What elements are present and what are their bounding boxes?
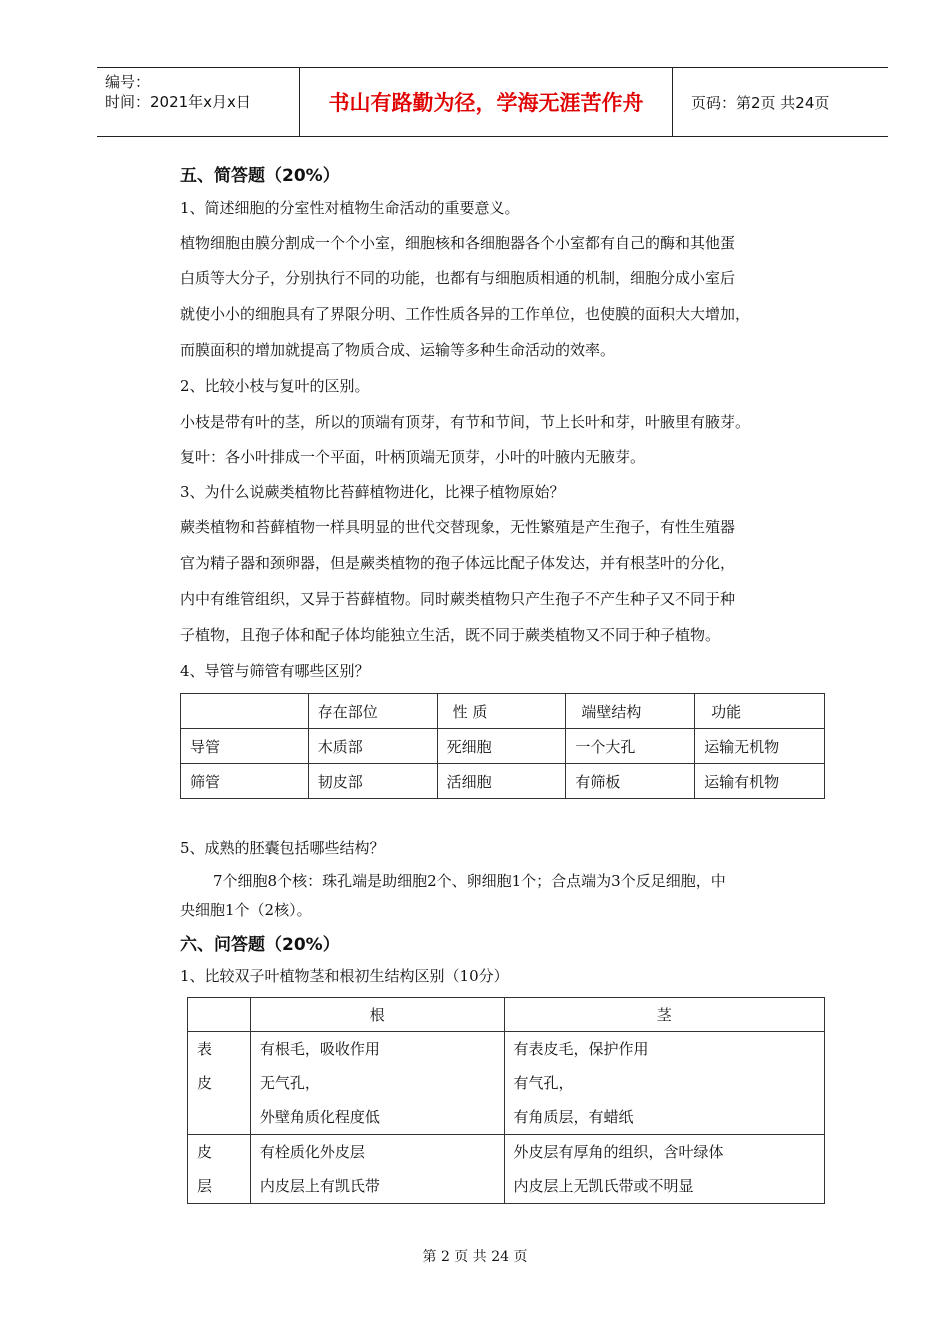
answer-2-line: 复叶：各小叶排成一个平面，叶柄顶端无顶芽，小叶的叶腋内无腋芽。	[180, 448, 646, 466]
row-label-char: 皮	[197, 1074, 213, 1092]
answer-3-line: 蕨类植物和苔藓植物一样具明显的世代交替现象，无性繁殖是产生孢子，有性生殖器	[180, 518, 736, 536]
row-label-char: 层	[197, 1177, 213, 1195]
question-3: 3、为什么说蕨类植物比苔藓植物进化，比裸子植物原始？	[180, 483, 565, 501]
answer-3-line: 子植物，且孢子体和配子体均能独立生活，既不同于蕨类植物又不同于种子植物。	[180, 626, 721, 644]
answer-3-line: 官为精子器和颈卵器，但是蕨类植物的孢子体远比配子体发达，并有根茎叶的分化，	[180, 554, 736, 572]
root-line: 有栓质化外皮层	[259, 1143, 365, 1161]
stem-line: 有表皮毛，保护作用	[513, 1040, 649, 1058]
stem-line: 外皮层有厚角的组织，含叶绿体	[513, 1143, 724, 1161]
stem-line: 内皮层上无凯氏带或不明显	[513, 1177, 694, 1195]
row-label-char: 表	[197, 1040, 213, 1058]
answer-1-line: 而膜面积的增加就提高了物质合成、运输等多种生命活动的效率。	[180, 341, 616, 359]
section6-title: 六、问答题（20%）	[180, 935, 340, 955]
header-meta	[97, 68, 299, 136]
answer-1-line: 植物细胞由膜分割成一个个小室，细胞核和各细胞器各个小室都有自己的酶和其他蛋	[180, 234, 736, 252]
table-header-row	[181, 694, 825, 729]
table-header-cell: 根	[250, 998, 504, 1032]
table-header-cell: 存在部位	[308, 694, 437, 729]
row-label	[188, 1135, 251, 1204]
question-5: 5、成熟的胚囊包括哪些结构？	[180, 839, 385, 857]
table-header-cell	[181, 694, 309, 729]
table-cell: 活细胞	[437, 764, 566, 799]
answer-5-line: 央细胞1个（2核）。	[180, 901, 312, 919]
answer-1-line: 就使小小的细胞具有了界限分明、工作性质各异的工作单位，也使膜的面积大大增加，	[180, 305, 751, 323]
vessel-sieve-table	[180, 693, 825, 799]
table-cell: 有筛板	[566, 764, 695, 799]
page-footer: 第 2 页 共 24 页	[422, 1249, 528, 1265]
table-cell: 木质部	[308, 729, 437, 764]
root-cell	[250, 1135, 504, 1204]
table-header-cell: 功能	[695, 694, 825, 729]
table-header-row	[188, 998, 825, 1032]
answer-3-line: 内中有维管组织，又异于苔藓植物。同时蕨类植物只产生孢子不产生种子又不同于种	[180, 590, 736, 608]
table-cell: 韧皮部	[308, 764, 437, 799]
table-header-cell	[188, 998, 251, 1032]
question-2: 2、比较小枝与复叶的区别。	[180, 377, 370, 395]
root-cell	[250, 1032, 504, 1135]
table-header-cell: 性 质	[437, 694, 566, 729]
section5-title: 五、简答题（20%）	[180, 166, 340, 186]
answer-2-line: 小枝是带有叶的茎，所以的顶端有顶芽，有节和节间，节上长叶和芽，叶腋里有腋芽。	[180, 413, 751, 431]
answer-1-line: 白质等大分子，分别执行不同的功能，也都有与细胞质相通的机制，细胞分成小室后	[180, 269, 736, 287]
root-stem-table	[187, 997, 825, 1204]
row-label-char: 皮	[197, 1143, 213, 1161]
table-cell: 一个大孔	[566, 729, 695, 764]
header-page-info	[681, 68, 888, 136]
table-row	[181, 764, 825, 799]
answer-5-line: 7个细胞8个核：珠孔端是助细胞2个、卵细胞1个；合点端为3个反足细胞，中	[213, 872, 726, 890]
root-line: 内皮层上有凯氏带	[259, 1177, 380, 1195]
table-cell: 运输有机物	[695, 764, 825, 799]
stem-line: 有气孔，	[513, 1074, 574, 1092]
stem-cell	[504, 1135, 824, 1204]
header-divider	[672, 68, 673, 136]
stem-line: 有角质层，有蜡纸	[513, 1108, 634, 1126]
stem-cell	[504, 1032, 824, 1135]
page-info-text: 页码：第2页 共24页	[691, 93, 830, 112]
time-label: 时间：2021年x月x日	[105, 93, 251, 111]
table-row	[188, 1032, 825, 1135]
page-header	[97, 67, 888, 137]
table-header-cell: 端壁结构	[566, 694, 695, 729]
section6-question-1: 1、比较双子叶植物茎和根初生结构区别（10分）	[180, 967, 509, 985]
table-header-cell: 茎	[504, 998, 824, 1032]
table-cell: 筛管	[181, 764, 309, 799]
header-motto: 书山有路勤为径，学海无涯苦作舟	[328, 91, 644, 115]
table-cell: 导管	[181, 729, 309, 764]
root-line: 外壁角质化程度低	[259, 1108, 380, 1126]
row-label	[188, 1032, 251, 1135]
root-line: 无气孔，	[259, 1074, 320, 1092]
question-1: 1、简述细胞的分室性对植物生命活动的重要意义。	[180, 199, 520, 217]
table-row	[181, 729, 825, 764]
root-line: 有根毛，吸收作用	[259, 1040, 380, 1058]
table-row	[188, 1135, 825, 1204]
table-cell: 死细胞	[437, 729, 566, 764]
table-cell: 运输无机物	[695, 729, 825, 764]
number-label: 编号：	[105, 73, 151, 91]
question-4: 4、导管与筛管有哪些区别？	[180, 662, 370, 680]
